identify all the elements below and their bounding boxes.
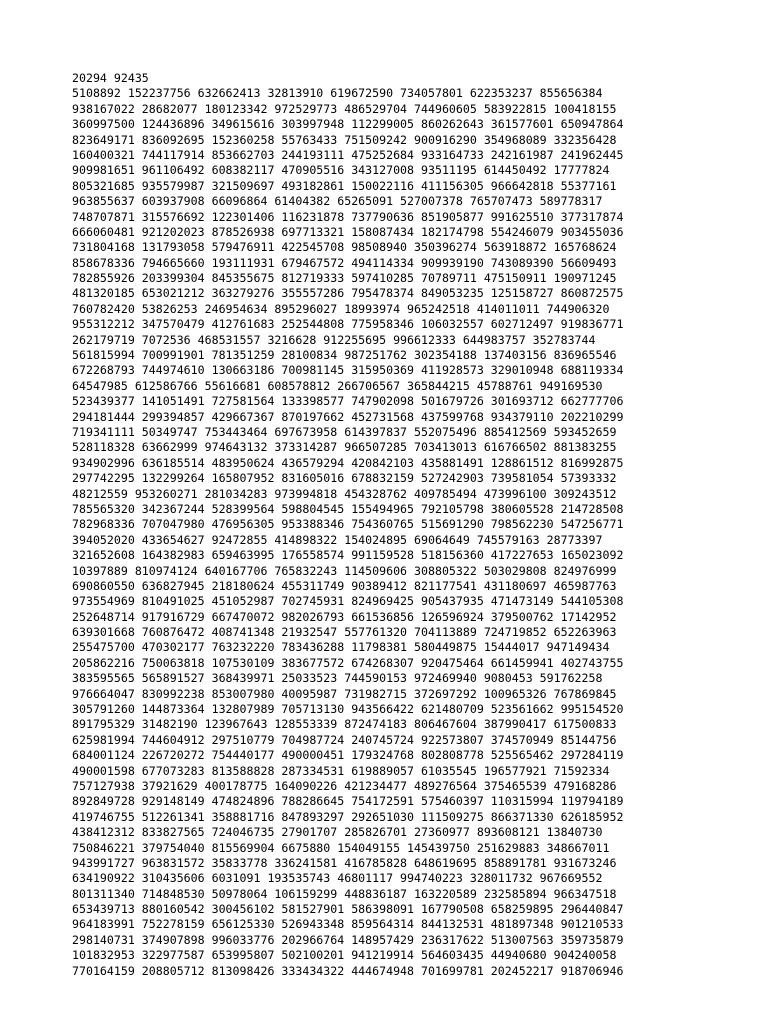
number-row: 48212559 953260271 281034283 973994818 454328762 409785494 473996100 309243512: [72, 486, 617, 501]
number-row: 955312212 347570479 412761683 252544808 775958346 106032557 602712497 919836771: [72, 317, 624, 332]
number-row: 653439713 880160542 300456102 581527901 586398091 167790508 658259895 296440847: [72, 902, 624, 917]
number-row: 963855637 603937908 66096864 61404382 65265091 527007378 765707473 589778317: [72, 194, 603, 209]
number-row: 634190922 310435606 6031091 193535743 46801117 994740223 328011732 967669552: [72, 871, 603, 886]
number-row: 252648714 917916729 667470072 982026793 661536856 126596924 379500762 17142952: [72, 609, 617, 624]
number-row: 719341111 50349747 753443464 697673958 614397837 552075496 885412569 593452659: [72, 424, 617, 439]
number-row: 298140731 374907898 996033776 202966764 148957429 236317622 513007563 359735879: [72, 932, 624, 947]
number-row: 891795329 31482190 123967643 128553339 872474183 806467604 387990417 617500833: [72, 717, 617, 732]
number-row: 561815994 700991901 781351259 28100834 987251762 302354188 137403156 836965546: [72, 348, 617, 363]
number-row: 205862216 750063818 107530109 383677572 674268307 920475464 661459941 402743755: [72, 655, 624, 670]
number-row: 801311340 714848530 50978064 106159299 448836187 163220589 232585894 966347518: [72, 886, 617, 901]
number-row: 760782420 53826253 246954634 895296027 18993974 965242518 414011011 744906320: [72, 301, 610, 316]
number-row: 101832953 322977587 653995807 502100201 941219914 564603435 44940680 904240058: [72, 948, 617, 963]
number-row: 731804168 131793058 579476911 422545708 98508940 350396274 563918872 165768624: [72, 240, 617, 255]
number-row: 943991727 963831572 35833778 336241581 416785828 648619695 858891781 931673246: [72, 855, 617, 870]
number-row: 770164159 208805712 813098426 333434322 444674948 701699781 202452217 918706946: [72, 963, 624, 978]
number-row: 938167022 28682077 180123342 972529773 486529704 744960605 583922815 100418155: [72, 101, 617, 116]
number-row: 858678336 794665660 193111931 679467572 494114334 909939190 743089390 56609493: [72, 255, 617, 270]
number-row: 305791260 144873364 132807989 705713130 943566422 621480709 523561662 995154520: [72, 702, 624, 717]
number-row: 255475700 470302177 763232220 783436288 11798381 580449875 15444017 947149434: [72, 640, 610, 655]
number-row: 805321685 935579987 321509697 493182861 150022116 411156305 966642818 55377161: [72, 178, 617, 193]
number-row: 360997500 124436896 349615616 303997948 112299005 860262643 361577601 650947864: [72, 117, 624, 132]
header-line: 20294 92435: [72, 71, 149, 85]
number-row: 782968336 707047980 476956305 953388346 754360765 515691290 798562230 547256771: [72, 517, 624, 532]
number-row: 892849728 929148149 474824896 788286645 754172591 575460397 110315994 119794189: [72, 794, 624, 809]
number-row: 160400321 744117914 853662703 244193111 475252684 933164733 242161987 241962445: [72, 147, 624, 162]
number-row: 523439377 141051491 727581564 133398577 747902098 501679726 301693712 662777706: [72, 394, 624, 409]
number-document: [72, 71, 752, 979]
number-row: 976664047 830992238 853007980 40095987 731982715 372697292 100965326 767869845: [72, 686, 617, 701]
number-row: 438412312 833827565 724046735 27901707 285826701 27360977 893608121 13840730: [72, 825, 603, 840]
number-row: 750846221 379754040 815569904 6675880 154049155 145439750 251629883 348667011: [72, 840, 610, 855]
number-row: 297742295 132299264 165807952 831605016 678832159 527242903 739581054 57393332: [72, 471, 617, 486]
number-row: 5108892 152237756 632662413 32813910 619672590 734057801 622353237 855656384: [72, 86, 603, 101]
number-row: 481320185 653021212 363279276 355557286 795478374 849053235 125158727 860872575: [72, 286, 624, 301]
number-row: 383595565 565891527 368439971 25033523 744590153 972469940 9080453 591762258: [72, 671, 603, 686]
number-row: 785565320 342367244 528399564 598804545 155494965 792105798 380605528 214728508: [72, 501, 624, 516]
number-row: 64547985 612586766 55616681 608578812 266706567 365844215 45788761 949169530: [72, 378, 603, 393]
number-row: 262179719 7072536 468531557 3216628 912255695 996612333 644983757 352783744: [72, 332, 596, 347]
number-row: 672268793 744974610 130663186 700981145 315950369 411928573 329010948 688119334: [72, 363, 624, 378]
number-row: 909981651 961106492 608382117 470905516 343127008 93511195 614450492 17777824: [72, 163, 610, 178]
number-row: 964183991 752278159 656125330 526943348 859564314 844132531 481897348 901210533: [72, 917, 624, 932]
number-row: 528118328 63662999 974643132 373314287 966507285 703413013 616766502 881383255: [72, 440, 617, 455]
number-row: 823649171 836092695 152360258 55763433 751509242 900916290 354968089 332356428: [72, 132, 617, 147]
number-row: 419746755 512261341 358881716 847893297 292651030 111509275 866371330 626185952: [72, 809, 624, 824]
number-row: 666060481 921202023 878526938 697713321 158087434 182174798 554246079 903455036: [72, 224, 624, 239]
number-row: 321652608 164382983 659463995 176558574 991159528 518156360 417227653 165023092: [72, 548, 624, 563]
number-row: 748707871 315576692 122301406 116231878 737790636 851905877 991625510 377317874: [72, 209, 624, 224]
number-row: 10397889 810974124 640167706 765832243 114509606 308805322 503029808 824976999: [72, 563, 617, 578]
number-row: 934902996 636185514 483950624 436579294 420842103 435881491 128861512 816992875: [72, 455, 624, 470]
number-row: 782855926 203399304 845355675 812719333 597410285 70789711 475150911 190971245: [72, 271, 617, 286]
number-row: 625981994 744604912 297510779 704987724 240745724 922573807 374570949 85144756: [72, 732, 617, 747]
number-row: 757127938 37921629 400178775 164090226 421234477 489276564 375465539 479168286: [72, 778, 617, 793]
number-row: 294181444 299394857 429667367 870197662 452731568 437599768 934379110 202210299: [72, 409, 624, 424]
number-row: 490001598 677073283 813588828 287334531 619889057 61035545 196577921 71592334: [72, 763, 610, 778]
number-row: 639301668 760876472 408741348 21932547 557761320 704113889 724719852 652263963: [72, 625, 617, 640]
number-row: 684001124 226720272 754440177 490000451 179324768 802808778 525565462 297284119: [72, 748, 624, 763]
number-row: 973554969 810491025 451052987 702745931 824969425 905437935 471473149 544105308: [72, 594, 624, 609]
number-row: 394052020 433654627 92472855 414898322 154024895 69064649 745579163 28773397: [72, 532, 603, 547]
number-row: 690860550 636827945 218180624 455311749 90389412 821177541 431180697 465987763: [72, 578, 617, 593]
